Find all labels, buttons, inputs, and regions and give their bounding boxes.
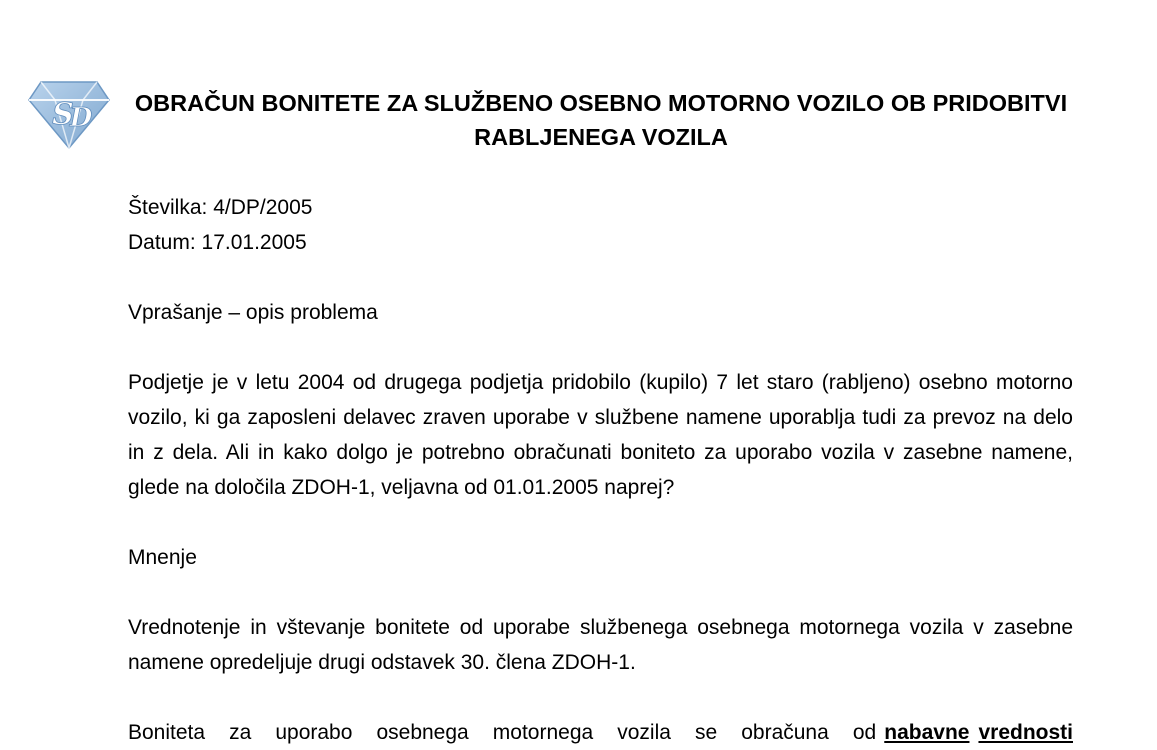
number-label: Številka:: [128, 196, 208, 219]
valuation-emphasis-vrednosti: vrednosti: [978, 721, 1073, 744]
date-label: Datum:: [128, 231, 196, 254]
document-date: [128, 225, 1073, 260]
company-logo-icon: [27, 76, 111, 150]
valuation-emphasis-nabavne: nabavne: [884, 721, 970, 744]
date-value: 17.01.2005: [201, 231, 307, 254]
question-heading: Vprašanje – opis problema: [128, 301, 378, 324]
document-number: [128, 190, 1073, 225]
opinion-paragraph: Vrednotenje in vštevanje bonitete od uporabe službenega osebnega motornega vozila v zasebne namene opredeljuje drugi odstavek 30. člena ZDOH-1.: [128, 616, 1073, 674]
valuation-text-start: Boniteta za uporabo osebnega motornega vozila se obračuna od: [128, 721, 877, 744]
document-title: OBRAČUN BONITETE ZA SLUŽBENO OSEBNO MOTORNO VOZILO OB PRIDOBITVI RABLJENEGA VOZILA: [134, 90, 1068, 150]
svg-text:S: S: [52, 97, 74, 132]
document-meta: [128, 190, 1073, 260]
valuation-paragraph: [128, 715, 1073, 750]
number-value: 4/DP/2005: [213, 196, 313, 219]
opinion-heading: Mnenje: [128, 546, 197, 569]
svg-text:D: D: [69, 103, 93, 133]
question-paragraph: Podjetje je v letu 2004 od drugega podjetja pridobilo (kupilo) 7 let staro (rabljeno) osebno motorno vozilo, ki ga zaposleni delavec zraven uporabe v službene namene uporablja tudi za prevoz na delo in z dela. Ali in kako dolgo je potrebno obračunati boniteto za uporabo vozila v zasebne namene, glede na določila ZDOH-1, veljavna od 01.01.2005 naprej?: [128, 371, 1073, 499]
